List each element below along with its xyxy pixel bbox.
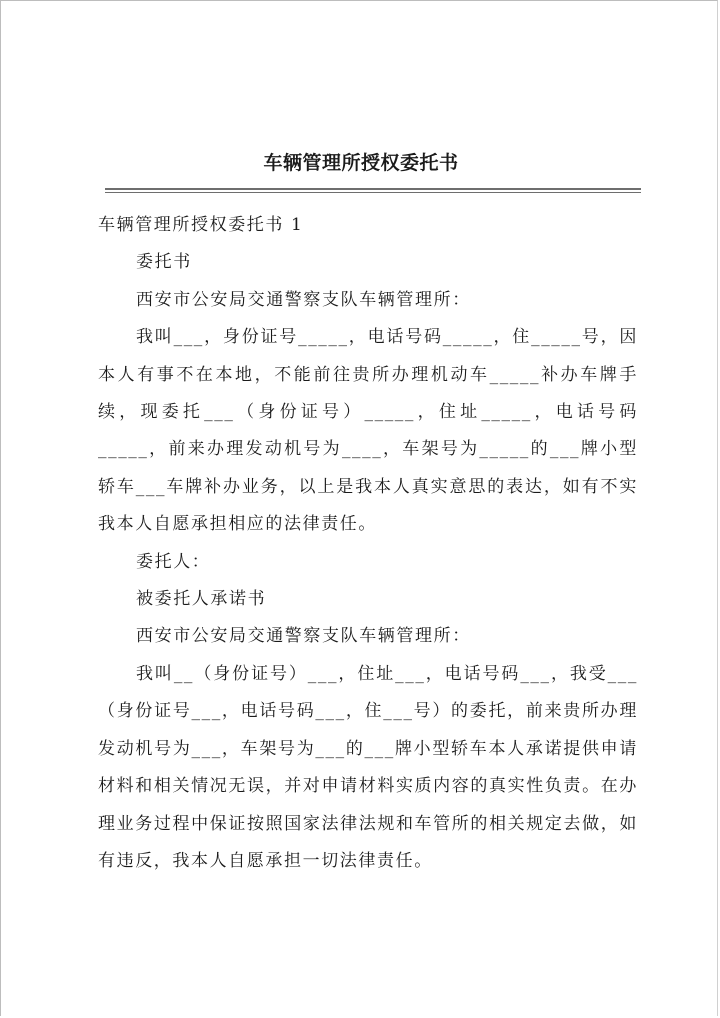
section-heading: 车辆管理所授权委托书 1 — [98, 215, 304, 235]
authorization-paragraph: 我叫___，身份证号_____，电话号码_____，住_____号，因本人有事不在本地，不能前往贵所办理机动车_____补办车牌手续，现委托___（身份证号）_____，住址_____，电话号码_____，前来办理发动机号为____，车架号为_____的___牌小型轿车___车牌补办业务，以上是我本人真实意思的表达，如有不实我本人自愿承担相应的法律责任。 — [98, 327, 638, 535]
commitment-paragraph: 我叫__（身份证号）___，住址___，电话号码___，我受___（身份证号___，电话号码___，住___号）的委托，前来贵所办理发动机号为___，车架号为___的___牌小型轿车本人承诺提供申请材料和相关情况无误，并对申请材料实质内容的真实性负责。在办理业务过程中保证按照国家法律法规和车管所的相关规定去做，如有违反，我本人自愿承担一切法律责任。 — [98, 663, 638, 871]
document-body — [98, 207, 638, 880]
principal-signature-label: 委托人： — [136, 551, 211, 572]
title-divider — [105, 188, 641, 193]
addressee: 西安市公安局交通警察支队车辆管理所： — [136, 289, 471, 310]
commitment-addressee: 西安市公安局交通警察支队车辆管理所： — [136, 626, 471, 647]
letter-heading: 委托书 — [136, 252, 192, 273]
commitment-heading: 被委托人承诺书 — [136, 589, 267, 610]
document-title: 车辆管理所授权委托书 — [263, 152, 459, 174]
